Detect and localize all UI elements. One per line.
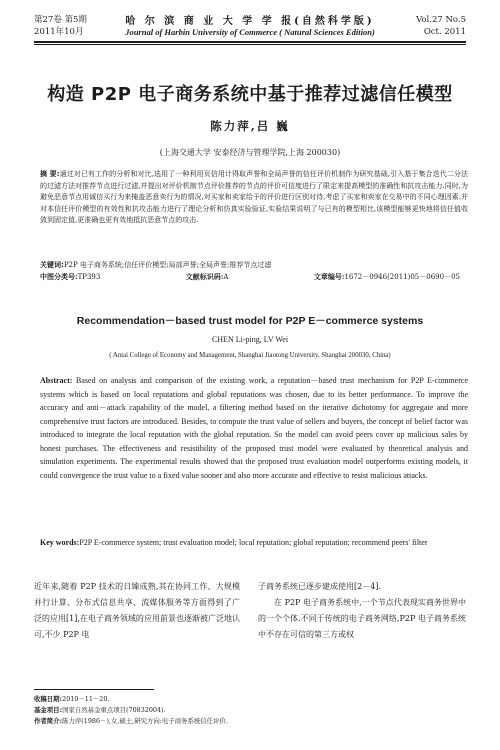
body-left-column <box>34 579 240 643</box>
keywords-en-label: Key words: <box>40 538 80 547</box>
received-value: 2010－11－20. <box>62 695 110 703</box>
authors-en: CHEN Li-ping, LV Wei <box>211 335 289 344</box>
authors-cn: 陈力萍,吕 巍 <box>210 119 290 133</box>
keywords-cn-text: P2P 电子商务系统;信任评价模型;局部声誉;全局声誉;推荐节点过滤 <box>63 261 272 269</box>
received-label: 收稿日期: <box>34 695 63 703</box>
doc-code-value: A <box>223 273 229 281</box>
body-right-line1: 子商务系统已逐步建成使用[2－4]. <box>258 582 381 591</box>
clc-field <box>40 272 100 282</box>
abstract-cn-text: 通过对已有工作的分析和对比,选用了一种利用页信用计得取声誉和全局声誉的信任评价机制作为研究基础,引入基于集合迭代二分法的过滤方法对推荐节点进行过滤,并提出对评价机制节点评价推荐的节点的评价可信度进行了限定来提高模型的准确性和抗攻击能力.同时,为避免恶意节点用诚信买行为来掩盖恶意卖行为的情况,对买家和卖家给予的评价进行区别对待,考虑了买家和卖家在交易中的不同心理因素.并对本信任评价模型的有效性和抗攻击能力进行了理论分析和仿真实验验证,实验结果说明了与已有的模型相比,该模型能够更快地将信任值收敛到固定值,更准确也更有效地抵抗恶意节点的攻击. <box>40 170 468 225</box>
fund-label: 基金项目: <box>34 706 63 714</box>
clc-label: 中图分类号: <box>40 272 78 281</box>
footnote-author <box>34 716 228 727</box>
keywords-en-text: P2P E-commerce system; trust evaluation model; local reputation; global reputation; recommend peers' filter <box>79 538 428 547</box>
article-no-field <box>314 272 460 282</box>
abstract-en <box>40 374 468 482</box>
article-no-label: 文章编号: <box>313 272 345 281</box>
abstract-cn <box>40 169 468 227</box>
author-value: 陈力萍(1986－),女,硕士,研究方向:电子商务系统信任评价. <box>62 717 228 725</box>
volume-issue-en: Vol.27 No.5 <box>416 15 466 25</box>
affiliation-cn: (上海交通大学 安泰经济与管理学院,上海 200030) <box>159 148 341 157</box>
abstract-en-label: Abstract: <box>40 376 73 385</box>
body-right-paragraph: 在 P2P 电子商务系统中,一个节点代表现实商务世界中的一个个体.不同于传统的电子商务网络,P2P 电子商务系统中不存在可信的第三方或权 <box>258 598 466 639</box>
header-rule-thin <box>34 44 466 45</box>
abstract-cn-label: 摘 要: <box>40 170 60 178</box>
date-en: Oct. 2011 <box>423 27 466 37</box>
author-label: 作者简介: <box>34 717 63 725</box>
keywords-en <box>40 536 468 550</box>
doc-code-field <box>186 272 229 282</box>
affiliation-en: ( Antai College of Economy and Management, Shanghai Jiaotong University, Shanghai 200030, China) <box>109 352 391 359</box>
body-right-column <box>258 579 466 643</box>
abstract-en-text: Based on analysis and comparison of the existing work, a reputation－based trust mechanism for P2P E-commerce systems which is based on local reputations and global reputations was chosen, due to its better performance. To improve the accuracy and anti－attack capability of the model, a filtering method based on the iterative dichotomy for aggregate and more comprehensive trust factors are introduced. Besides, to compute the trust value of sellers and buyers, the concept of belief factor was introduced to integrate the local reputation with the global reputation. So the model can avoid peers cover up malicious sales by honest purchases. The effectiveness and resistibility of the proposed trust model were evaluated by theoretical analysis and simulation experiments. The experimental results showed that the proposed trust evaluation model outperforms existing models, it could convergence the trust value to a fixed value sooner and also more accurate and effective to resist malicious attacks. <box>40 376 468 480</box>
footnote-received <box>34 694 109 705</box>
fund-value: 国家自然基金重点项目(70832004). <box>62 706 166 714</box>
clc-value: TP393 <box>77 273 101 281</box>
classification-row <box>40 272 460 282</box>
footnote-rule <box>34 689 154 690</box>
date-cn: 2011年10月 <box>34 27 84 37</box>
journal-title-cn: 哈 尔 滨 商 业 大 学 学 报(自然科学版) <box>125 16 375 27</box>
journal-title-en: Journal of Harbin University of Commerce ( Natural Sciences Edition) <box>125 27 375 37</box>
article-title-cn: 构造 P2P 电子商务系统中基于推荐过滤信任模型 <box>47 84 453 105</box>
doc-code-label: 文献标识码: <box>185 272 224 281</box>
keywords-cn-label: 关键词: <box>40 261 64 269</box>
volume-issue-cn: 第27卷 第5期 <box>34 15 87 25</box>
body-left-text: 近年来,随着 P2P 技术的日臻成熟,其在协同工作、大规模并行计算、分布式信息共享、流媒体服务等方面得到了广泛的应用[1],在电子商务领域的应用前景也逐渐被广泛地认可,不少 P2P 电 <box>34 582 240 639</box>
header-rule <box>34 41 466 43</box>
keywords-cn <box>40 260 468 272</box>
article-title-en: Recommendation－based trust model for P2P E－commerce systems <box>76 315 424 327</box>
footnote-fund <box>34 705 166 716</box>
article-no-value: 1672－0946(2011)05－0690－05 <box>344 273 460 281</box>
